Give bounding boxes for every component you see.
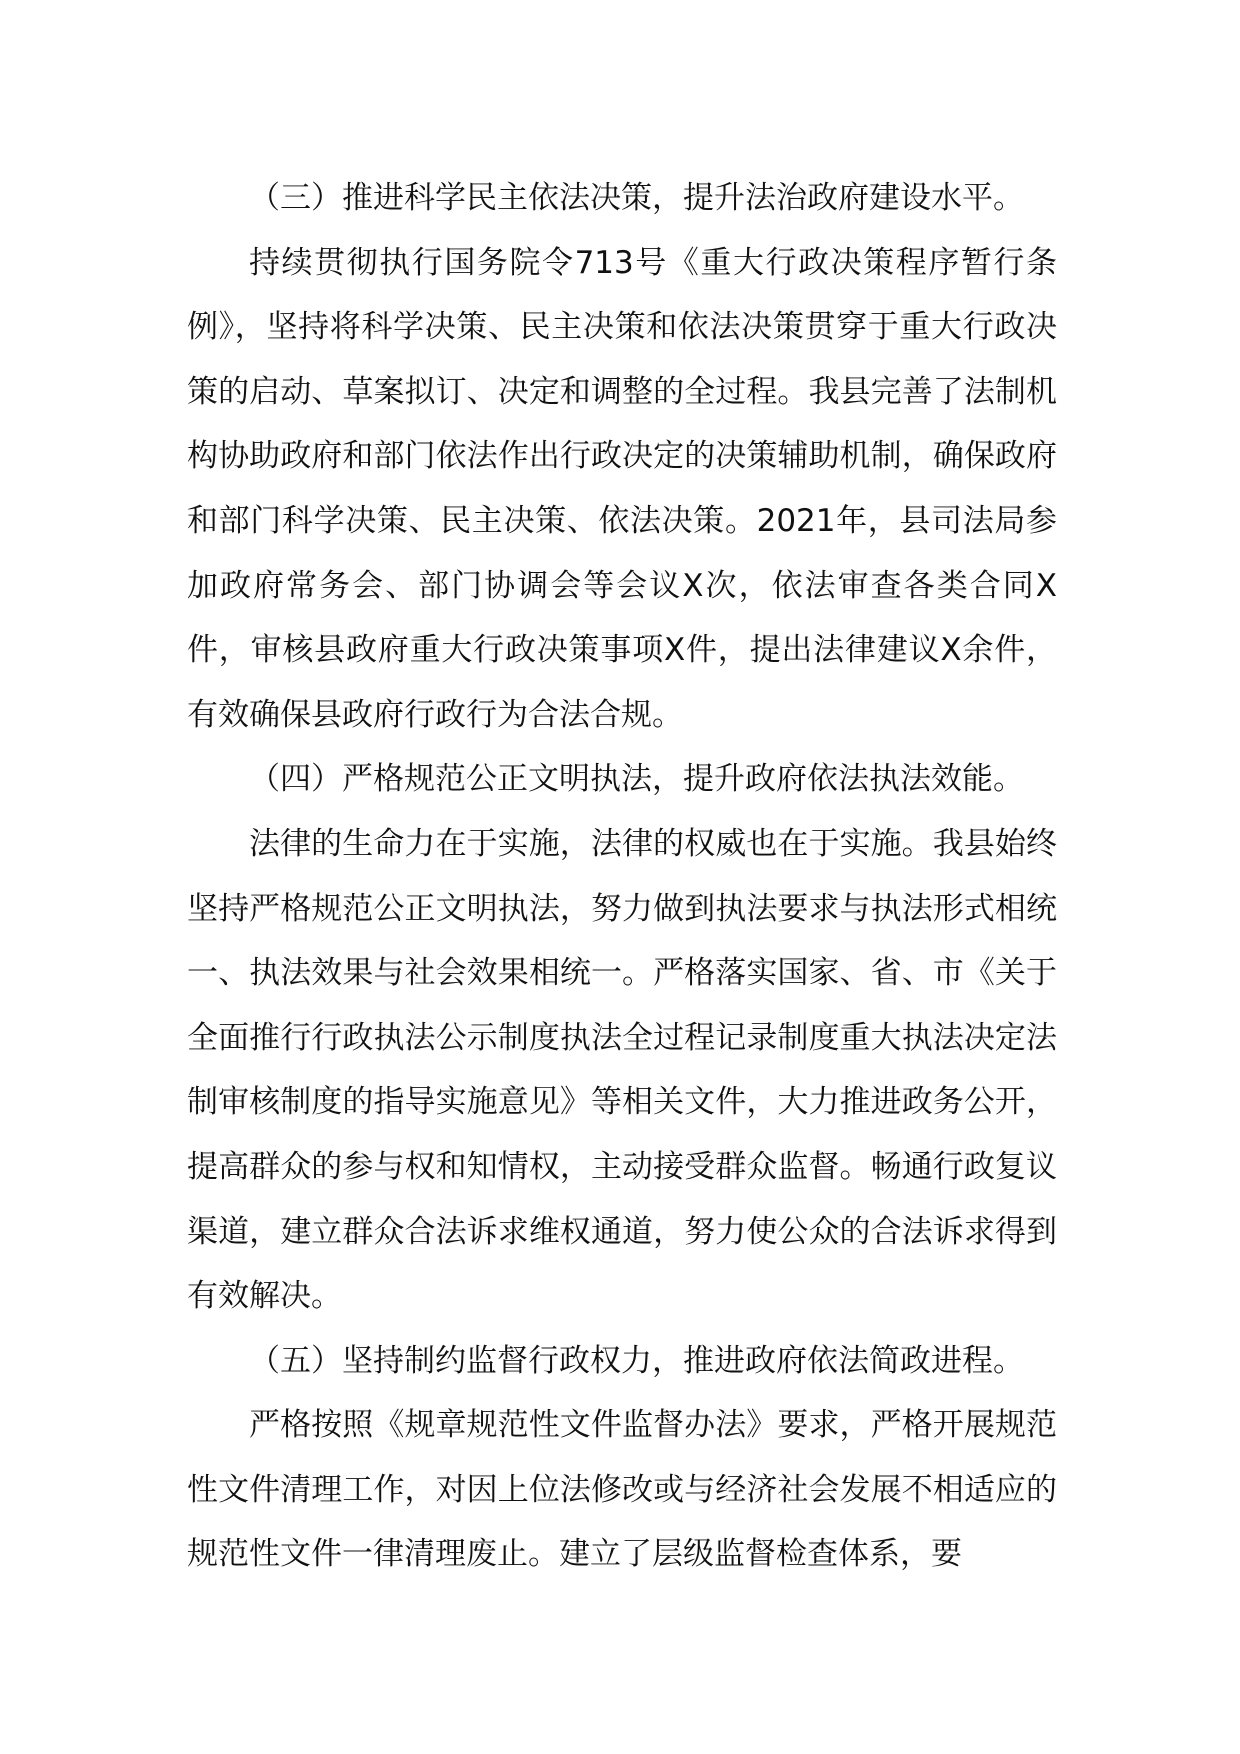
paragraph-law-enforcement: 法律的生命力在于实施，法律的权威也在于实施。我县始终坚持严格规范公正文明执法，努力做到执法要求与执法形式相统一、执法效果与社会效果相统一。严格落实国家、省、市《关于全面推行行政执法公示制度执法全过程记录制度重大执法决定法制审核制度的指导实施意见》等相关文件，大力推进政务公开，提高群众的参与权和知情权，主动接受群众监督。畅通行政复议渠道，建立群众合法诉求维权通道，努力使公众的合法诉求得到有效解决。	[187, 825, 1057, 1315]
section-heading-4: （四）严格规范公正文明执法，提升政府依法执法效能。	[249, 761, 1024, 798]
paragraph-decision-making: 持续贯彻执行国务院令713号《重大行政决策程序暂行条例》，坚持将科学决策、民主决策和依法决策贯穿于重大行政决策的启动、草案拟订、决定和调整的全过程。我县完善了法制机构协助政府和部门依法作出行政决定的决策辅助机制，确保政府和部门科学决策、民主决策、依法决策。2021年，县司法局参加政府常务会、部门协调会等会议X次，依法审查各类合同X件，审核县政府重大行政决策事项X件，提出法律建议X余件，有效确保县政府行政行为合法合规。	[187, 244, 1057, 733]
paragraph-supervision: 严格按照《规章规范性文件监督办法》要求，严格开展规范性文件清理工作，对因上位法修改或与经济社会发展不相适应的规范性文件一律清理废止。建立了层级监督检查体系，要	[187, 1407, 1057, 1573]
section-heading-5: （五）坚持制约监督行政权力，推进政府依法简政进程。	[249, 1342, 1024, 1379]
document-body	[187, 166, 1057, 1587]
section-heading-3: （三）推进科学民主依法决策，提升法治政府建设水平。	[249, 180, 1024, 216]
